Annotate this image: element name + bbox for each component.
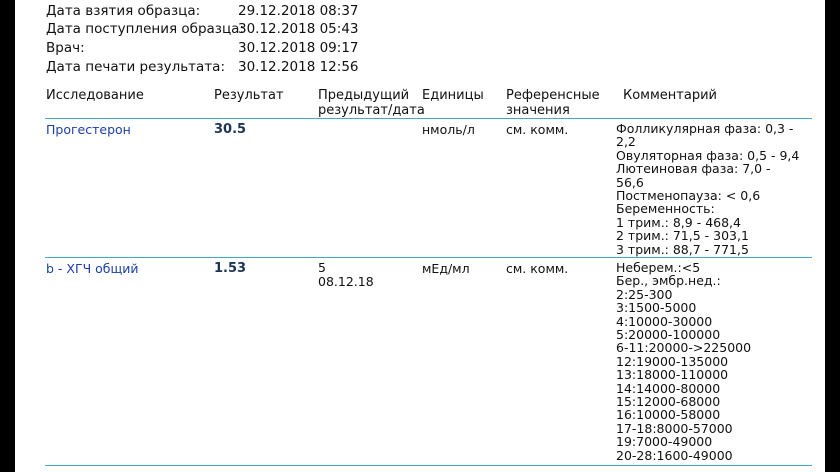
- meta-label-sample-received: Дата поступления образца:: [46, 21, 244, 37]
- col-header-result: Результат: [214, 88, 284, 103]
- meta-label-doctor: Врач:: [46, 40, 85, 56]
- col-header-reference: Референсные значения: [506, 88, 600, 118]
- meta-value-sample-received: 30.12.2018 05:43: [238, 21, 359, 37]
- meta-label-print-date: Дата печати результата:: [46, 59, 226, 75]
- col-header-study: Исследование: [46, 88, 144, 103]
- row-study-name: Прогестерон: [46, 122, 131, 137]
- header-divider: [45, 118, 812, 119]
- row-units: мЕд/мл: [422, 261, 470, 276]
- meta-label-sample-taken: Дата взятия образца:: [46, 3, 201, 19]
- row-study-name: b - ХГЧ общий: [46, 261, 139, 276]
- row-result-value: 30.5: [214, 122, 247, 137]
- meta-value-doctor: 30.12.2018 09:17: [238, 40, 359, 56]
- col-header-comment: Комментарий: [623, 88, 717, 103]
- meta-value-sample-taken: 29.12.2018 08:37: [238, 3, 359, 19]
- row-comment: Фолликулярная фаза: 0,3 - 2,2 Овуляторная фаза: 0,5 - 9,4 Лютеиновая фаза: 7,0 - 56,6 Постменопауза: < 0,6 Беременность: 1 трим.: 8,9 - 468,4 2 трим.: 71,5 - 303,1 3 трим.: 88,7 - 771,5: [616, 121, 800, 257]
- meta-value-print-date: 30.12.2018 12:56: [238, 59, 359, 75]
- row-divider: [45, 465, 812, 466]
- col-header-units: Единицы: [422, 88, 484, 103]
- row-reference: см. комм.: [506, 122, 569, 137]
- lab-report-page: [15, 0, 825, 472]
- row-units: нмоль/л: [422, 122, 475, 137]
- row-divider: [45, 257, 812, 258]
- row-result-value: 1.53: [214, 261, 247, 276]
- col-header-previous: Предыдущий результат/дата: [318, 88, 425, 118]
- row-comment: Неберем.:<5 Бер., эмбр.нед.: 2:25-300 3:1500-5000 4:10000-30000 5:20000-100000 6-11:20000->225000 12:19000-135000 13:18000-110000 14:14000-80000 15:12000-68000 16:10000-58000 17-18:8000-57000 19:7000-49000 20-28:1600-49000: [616, 260, 752, 463]
- row-reference: см. комм.: [506, 261, 569, 276]
- row-previous-result: 5 08.12.18: [318, 260, 374, 289]
